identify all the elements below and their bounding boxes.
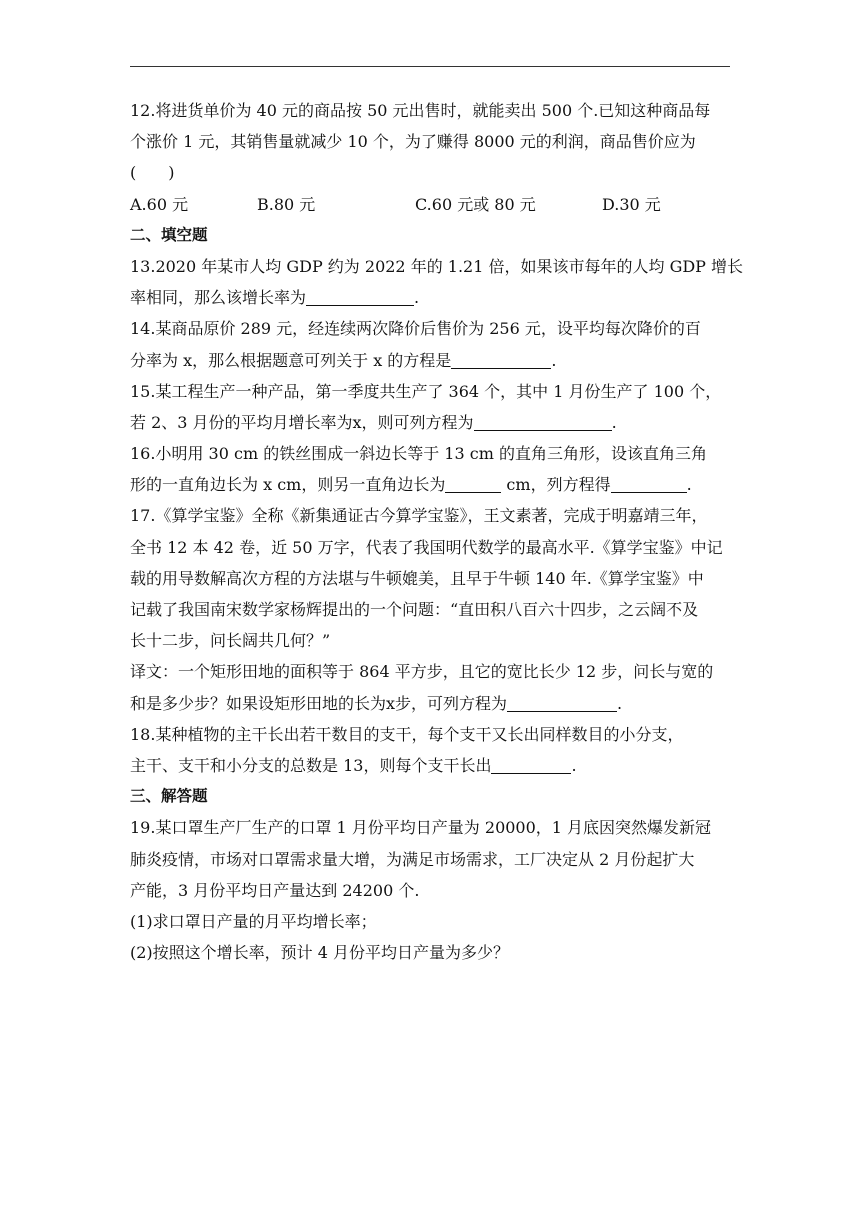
sub-question-1: (1)求口罩日产量的月平均增长率； — [130, 911, 377, 931]
question-text: 15.某工程生产一种产品，第一季度共生产了 364 个，其中 1 月份生产了 100 个， — [130, 381, 722, 401]
question-18 — [130, 719, 735, 781]
question-12 — [130, 95, 735, 220]
question-text: 12.将进货单价为 40 元的商品按 50 元出售时，就能卖出 500 个.已知这种商品每 — [130, 101, 711, 120]
question-text: 形的一直角边长为 x cm，则另一直角边长为 cm，列方程得 . — [130, 475, 692, 495]
question-text: 个涨价 1 元，其销售量就减少 10 个，为了赚得 8000 元的利润，商品售价应为 — [130, 132, 696, 152]
answer-blank[interactable] — [491, 755, 571, 774]
answer-blank[interactable] — [611, 474, 687, 493]
translation-text: 和是多少步？如果设矩形田地的长为x步，可列方程为 . — [130, 693, 623, 713]
question-text: 全书 12 本 42 卷，近 50 万字，代表了我国明代数学的最高水平.《算学宝鉴》中记 — [130, 537, 723, 557]
question-text: 长十二步，问长阔共几何？” — [130, 631, 331, 651]
question-text: 产能，3 月份平均日产量达到 24200 个. — [130, 880, 420, 900]
question-text: 13.2020 年某市人均 GDP 约为 2022 年的 1.21 倍，如果该市每年的人均 GDP 增长 — [130, 256, 744, 276]
option-b: B.80 元 — [257, 194, 316, 214]
question-text: 17.《算学宝鉴》全称《新集通证古今算学宝鉴》，王文素著，完成于明嘉靖三年， — [130, 506, 708, 526]
question-14 — [130, 313, 735, 375]
answer-options — [130, 189, 735, 220]
question-text: 主干、支干和小分支的总数是 13，则每个支干长出 . — [130, 755, 577, 775]
answer-blank[interactable] — [445, 474, 501, 493]
question-text: 率相同，那么该增长率为 . — [130, 288, 420, 308]
question-13 — [130, 251, 744, 313]
question-text: 分率为 x，那么根据题意可列关于 x 的方程是 . — [130, 350, 557, 370]
option-d: D.30 元 — [602, 194, 661, 214]
answer-blank[interactable] — [474, 412, 612, 431]
question-17 — [130, 500, 735, 718]
answer-blank[interactable] — [306, 287, 414, 306]
question-text: 18.某种植物的主干长出若干数目的支干，每个支干又长出同样数目的小分支， — [130, 724, 684, 744]
question-15 — [130, 376, 735, 438]
answer-blank[interactable] — [451, 350, 551, 369]
question-text: 记载了我国南宋数学家杨辉提出的一个问题：“直田积八百六十四步，之云阔不及 — [130, 600, 699, 619]
question-text: 肺炎疫情，市场对口罩需求量大增，为满足市场需求，工厂决定从 2 月份起扩大 — [130, 849, 695, 869]
question-text: 14.某商品原价 289 元，经连续两次降价后售价为 256 元，设平均每次降价的百 — [130, 319, 701, 339]
question-text: 19.某口罩生产厂生产的口罩 1 月份平均日产量为 20000，1 月底因突然爆发新冠 — [130, 818, 712, 838]
section-heading: 三、解答题 — [130, 787, 208, 806]
section-heading: 二、填空题 — [130, 225, 208, 244]
question-text: 若 2、3 月份的平均月增长率为x，则可列方程为 . — [130, 412, 617, 432]
answer-blank[interactable] — [507, 693, 617, 712]
question-19 — [130, 812, 735, 968]
question-16 — [130, 438, 735, 500]
worksheet-content — [130, 95, 744, 968]
question-text: 载的用导数解高次方程的方法堪与牛顿媲美，且早于牛顿 140 年.《算学宝鉴》中 — [130, 568, 704, 588]
answer-bracket: ( ) — [130, 163, 175, 183]
header-rule — [130, 66, 730, 67]
translation-text: 译文：一个矩形田地的面积等于 864 平方步，且它的宽比长少 12 步，问长与宽的 — [130, 662, 714, 682]
question-text: 16.小明用 30 cm 的铁丝围成一斜边长等于 13 cm 的直角三角形，设该直角三角 — [130, 444, 707, 464]
option-c: C.60 元或 80 元 — [415, 194, 536, 214]
option-a: A.60 元 — [130, 194, 189, 214]
sub-question-2: (2)按照这个增长率，预计 4 月份平均日产量为多少？ — [130, 943, 510, 963]
